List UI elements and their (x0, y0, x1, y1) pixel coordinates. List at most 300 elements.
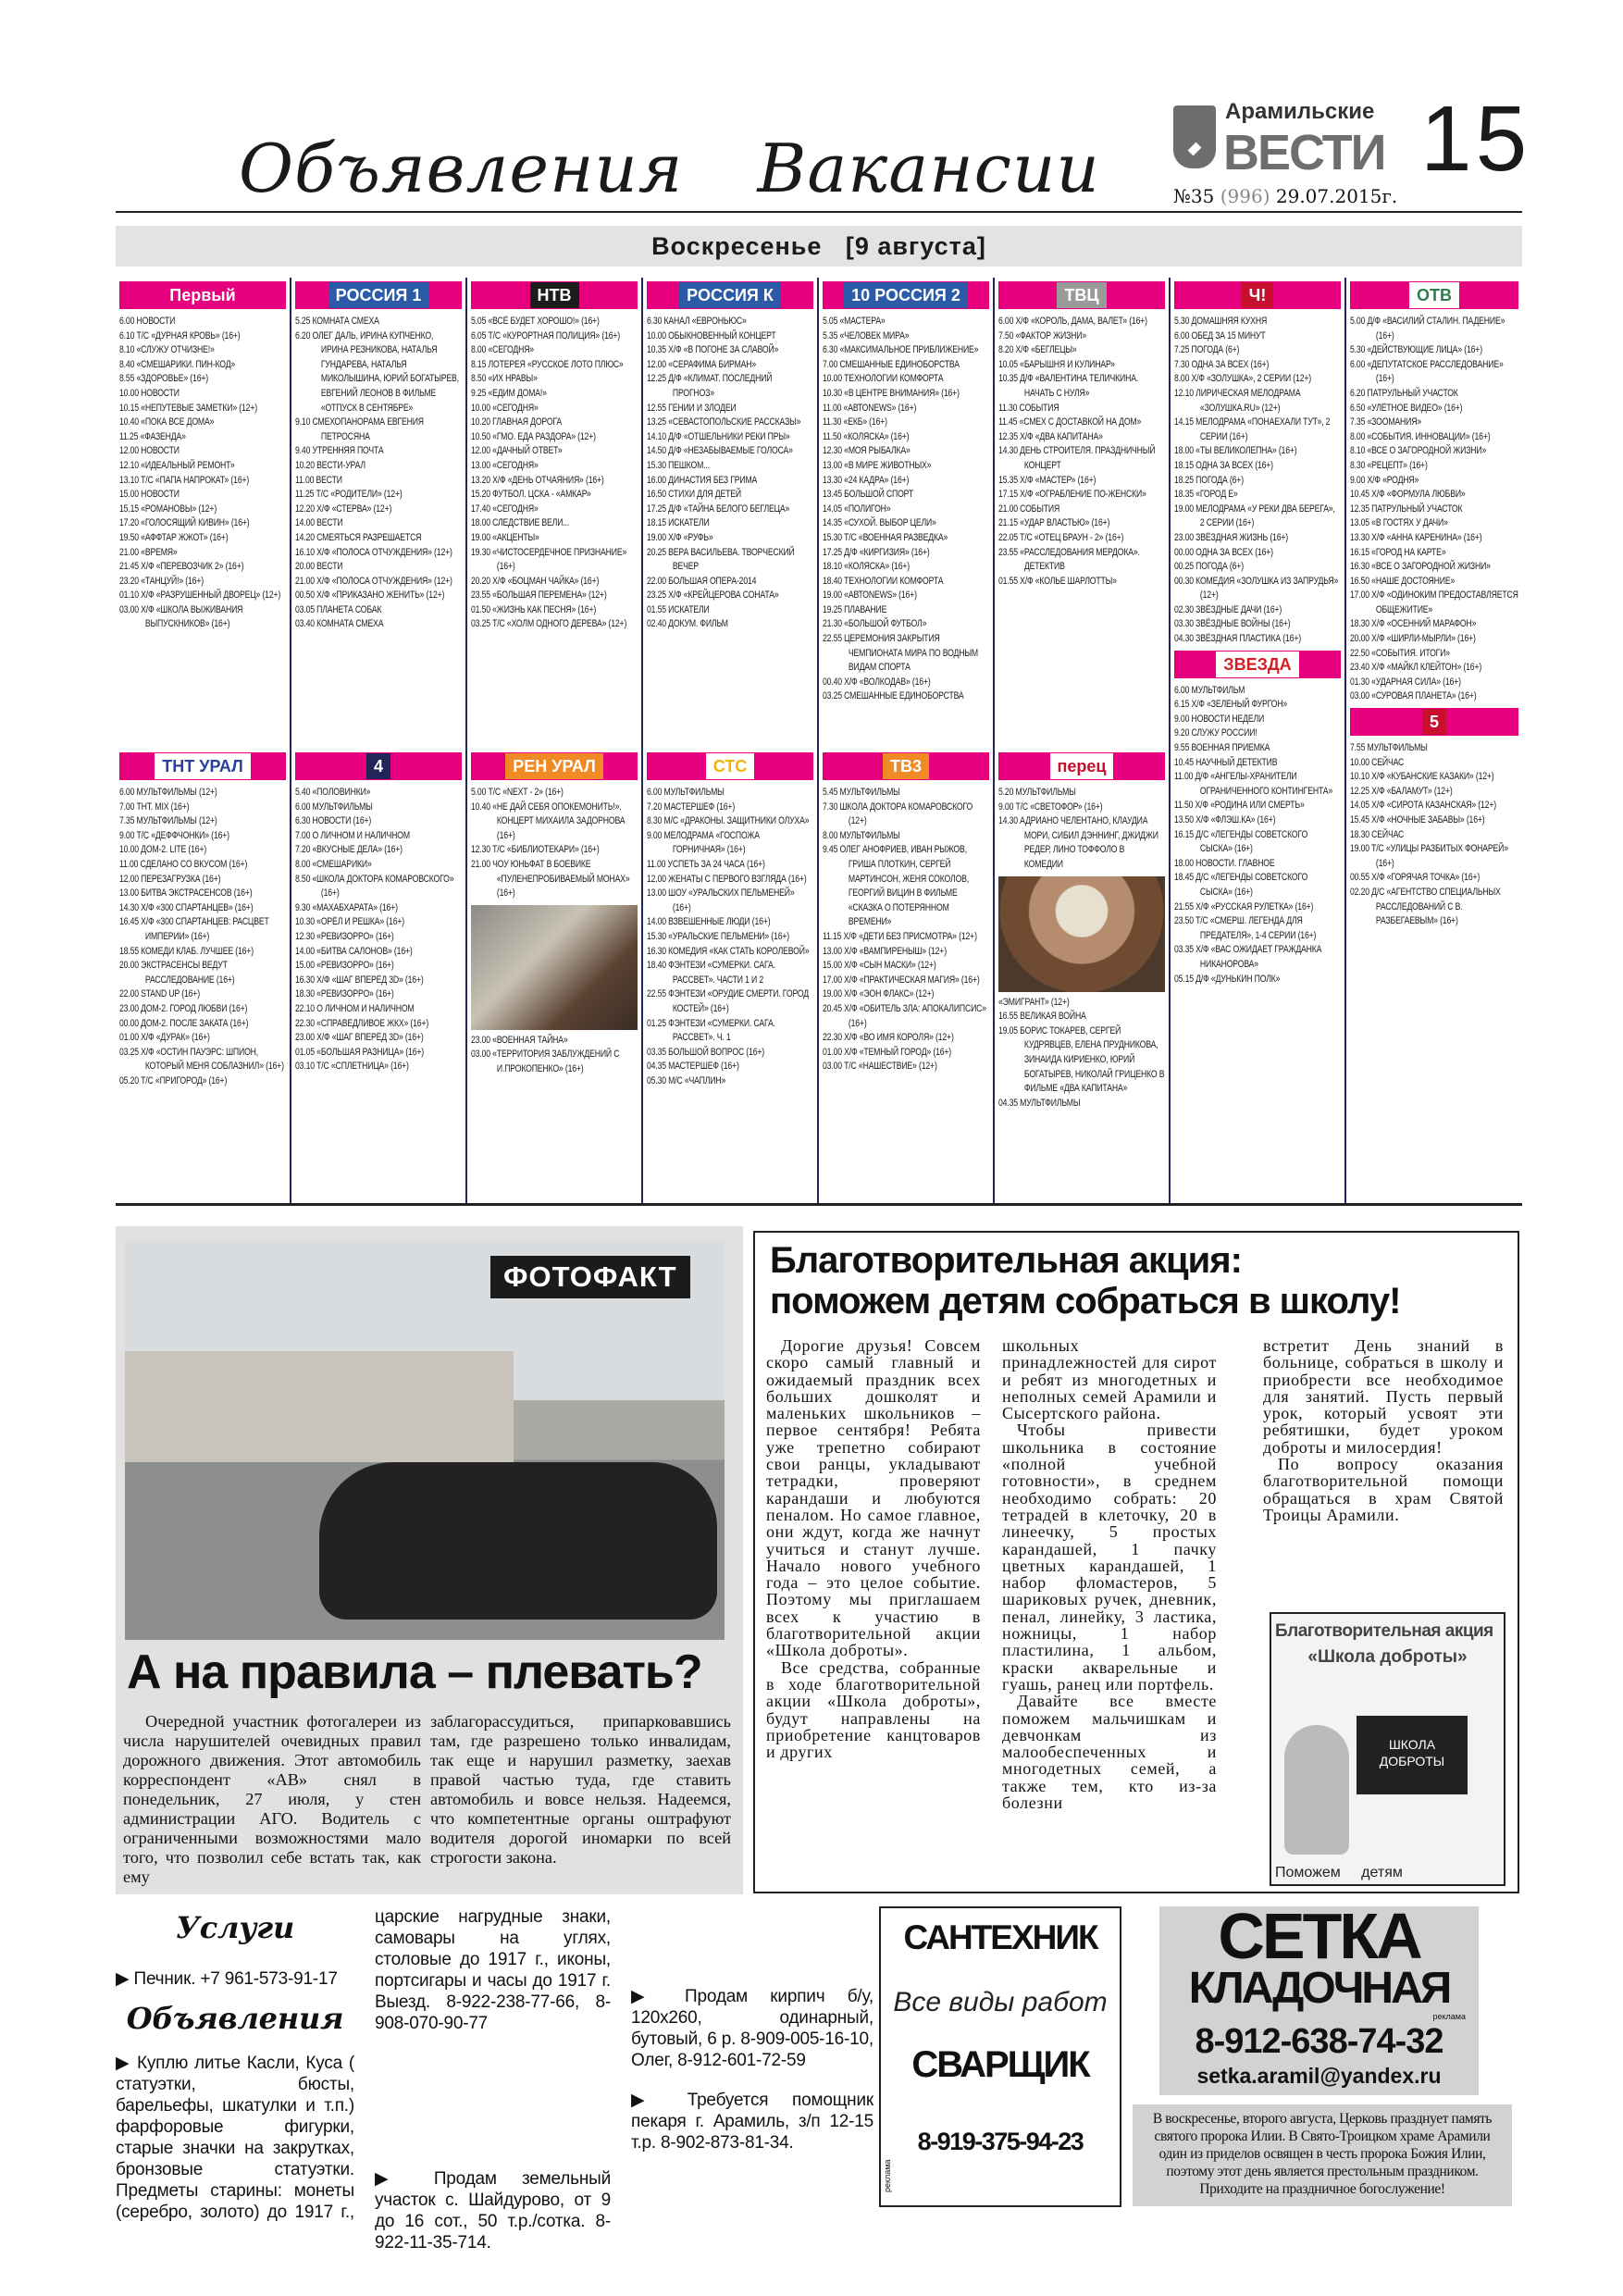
program-item: 18.15 ИСКАТЕЛИ (647, 517, 710, 529)
charity-col2 (1002, 1337, 1217, 1811)
program-item: 6.00 МУЛЬТФИЛЬМЫ (12+) (119, 787, 217, 798)
tv-column (1346, 278, 1522, 1203)
channel-logo: Ч! (1242, 282, 1274, 308)
program-item: 16.45 Х/Ф «300 СПАРТАНЦЕВ: РАСЦВЕТ ИМПЕРИИ» (16+) (119, 916, 269, 942)
channel-block (647, 752, 813, 1088)
program-item: 9.30 «МАХАБХАРАТА» (16+) (295, 901, 398, 913)
program-item: 19.05 БОРИС ТОКАРЕВ, СЕРГЕЙ КУДРЯВЦЕВ, ЕЛЕНА ПРУДНИКОВА, ЗИНАИДА КИРИЕНКО, ЮРИЙ БОГАТЫРЕВ, НИКОЛАЙ ГРИЦЕНКО В ФИЛЬМЕ «ДВА КАПИТАНА» (998, 1024, 1165, 1095)
channel-block (295, 752, 462, 1074)
program-item: 12.00 «СЕРАФИМА БИРМАН» (647, 358, 757, 370)
ad-plumber (879, 1906, 1121, 2207)
program-item: 13.00 БИТВА ЭКСТРАСЕНСОВ (16+) (119, 887, 253, 900)
program-item: 12.20 Х/Ф «СТЕРВА» (12+) (295, 503, 392, 515)
channel-logo: РЕН УРАЛ (505, 753, 602, 779)
program-item: 20.45 Х/Ф «ОБИТЕЛЬ ЗЛА: АПОКАЛИПСИС» (16+) (823, 1002, 986, 1029)
program-item: 04.35 МУЛЬТФИЛЬМЫ (998, 1097, 1081, 1109)
channel-header (295, 752, 462, 780)
channel-header (823, 281, 989, 309)
program-item: 10.00 «СЕГОДНЯ» (471, 402, 539, 414)
program-item: 9.00 НОВОСТИ НЕДЕЛИ (1174, 713, 1265, 725)
classifieds-col1 (116, 1906, 354, 2241)
program-item: 21.00 ЧОУ ЮНЬФАТ В БОЕВИКЕ «ПУЛЕНЕПРОБИВАЕМЫЙ МОНАХ» (16+) (471, 858, 630, 900)
program-item: 6.00 МУЛЬТФИЛЬМЫ (647, 787, 725, 798)
program-item: 16.30 КОМЕДИЯ «КАК СТАТЬ КОРОЛЕВОЙ» (647, 945, 810, 957)
program-item: 20.00 ВЕСТИ (295, 561, 343, 573)
program-item: 19.00 Х/Ф «ЭОН ФЛАКС» (12+) (823, 988, 935, 1000)
program-item: 10.35 Х/Ф «В ПОГОНЕ ЗА СЛАВОЙ» (647, 344, 779, 356)
program-item: 8.20 Х/Ф «БЕГЛЕЦЫ» (998, 344, 1077, 356)
program-item: 12.30 Т/С «БИБЛИОТЕКАРИ» (16+) (471, 844, 600, 856)
program-item: 01.55 ИСКАТЕЛИ (647, 603, 710, 615)
program-item: 14.50 Д/Ф «НЕЗАБЫВАЕМЫЕ ГОЛОСА» (647, 445, 793, 457)
tv-column (995, 278, 1171, 1203)
program-item: 10.30 «В ЦЕНТРЕ ВНИМАНИЯ» (16+) (823, 387, 960, 399)
image-subtitle: «Школа доброты» (1307, 1647, 1468, 1667)
program-item: 8.00 «СЕГОДНЯ» (471, 344, 534, 356)
day-heading: Воскресенье [9 августа] (116, 226, 1522, 267)
program-item: 20.25 ВЕРА ВАСИЛЬЕВА. ТВОРЧЕСКИЙ ВЕЧЕР (647, 546, 795, 573)
program-item: 14.35 «СУХОЙ. ВЫБОР ЦЕЛИ» (823, 517, 936, 529)
program-item: 13.45 БОЛЬШОЙ СПОРТ (823, 489, 914, 501)
program-item: 16.10 Х/Ф «ПОЛОСА ОТЧУЖДЕНИЯ» (12+) (295, 546, 452, 558)
program-item: 15.00 НОВОСТИ (119, 489, 180, 501)
program-item: 11.00 Д/Ф «АНГЕЛЫ-ХРАНИТЕЛИ ОГРАНИЧЕННОГО КОНТИНГЕНТА» (1174, 771, 1333, 797)
program-item: 10.00 НОВОСТИ (119, 387, 180, 399)
program-item: 11.00 «АВТОNEWS» (16+) (823, 402, 917, 414)
program-item: «ЭМИГРАНТ» (12+) (998, 996, 1070, 1008)
channel-logo: ТНТ УРАЛ (155, 753, 250, 779)
program-item: 6.20 ОЛЕГ ДАЛЬ, ИРИНА КУПЧЕНКО, ИРИНА РЕЗНИКОВА, НАТАЛЬЯ ГУНДАРЕВА, НАТАЛЬЯ МИКОЛЫШИНА, ЮРИЙ БОГАТЫРЕВ, ЕВГЕНИЙ ЛЕОНОВ В ФИЛЬМЕ «ОТПУСК В СЕНТЯБРЕ» (295, 329, 459, 414)
image-title: Благотворительная акция (1275, 1621, 1493, 1641)
program-item: 19.30 «ЧИСТОСЕРДЕЧНОЕ ПРИЗНАНИЕ» (16+) (471, 546, 627, 573)
program-item: 01.10 Х/Ф «РАЗРУШЕННЫЙ ДВОРЕЦ» (12+) (119, 590, 281, 602)
program-item: 7.35 МУЛЬТФИЛЬМЫ (12+) (119, 815, 217, 827)
program-item: 17.40 «СЕГОДНЯ» (471, 503, 539, 515)
channel-header (1174, 281, 1341, 309)
program-item: 10.00 ТЕХНОЛОГИИ КОМФОРТА (823, 373, 944, 385)
program-item: 04.30 ЗВЁЗДНАЯ ПЛАСТИКА (16+) (1174, 633, 1301, 645)
program-item: 19.25 ПЛАВАНИЕ (823, 603, 887, 615)
program-item: 8.00 МУЛЬТФИЛЬМЫ (823, 829, 900, 841)
program-item: 14.05 Х/Ф «СИРОТА КАЗАНСКАЯ» (12+) (1350, 800, 1496, 812)
program-item: 13.30 Х/Ф «АННА КАРЕНИНА» (16+) (1350, 531, 1482, 543)
program-item: 05.20 Т/С «ПРИГОРОД» (16+) (119, 1074, 228, 1086)
issue-date: 29.07.2015г. (1275, 185, 1398, 207)
program-item: 8.30 «РЕЦЕПТ» (16+) (1350, 459, 1428, 471)
program-item: 15.00 Х/Ф «СЫН МАСКИ» (12+) (823, 960, 936, 972)
channel-header (1174, 651, 1341, 678)
program-item: 13.25 «СЕВАСТОПОЛЬСКИЕ РАССКАЗЫ» (647, 416, 801, 428)
channel-logo: ТВЦ (1057, 282, 1106, 308)
program-item: 8.40 «СМЕШАРИКИ. ПИН-КОД» (119, 358, 236, 370)
program-item: 03.25 Х/Ф «ОСТИН ПАУЭРС: ШПИОН, КОТОРЫЙ МЕНЯ СОБЛАЗНИЛ» (16+) (119, 1046, 284, 1073)
program-item: 03.00 «СУРОВАЯ ПЛАНЕТА» (16+) (1350, 690, 1477, 702)
section-title-right: Вакансии (757, 130, 1100, 207)
program-item: 23.55 «РАССЛЕДОВАНИЯ МЕРДОКА». ДЕТЕКТИВ (998, 546, 1140, 573)
program-item: 12.25 Д/Ф «КЛИМАТ. ПОСЛЕДНИЙ ПРОГНОЗ» (647, 373, 773, 399)
program-item: 15.30 ПЕШКОМ... (647, 459, 710, 471)
ads-heading: Объявления (126, 2001, 344, 2036)
program-item: 11.00 ВЕСТИ (295, 474, 342, 486)
program-item: 6.30 «МАКСИМАЛЬНОЕ ПРИБЛИЖЕНИЕ» (823, 344, 979, 356)
program-item: 22.30 «СПРАВЕДЛИВОЕ ЖКХ» (16+) (295, 1017, 429, 1029)
program-item: 6.00 Х/Ф «КОРОЛЬ, ДАМА, ВАЛЕТ» (16+) (998, 316, 1147, 327)
program-item: 13.00 «СЕГОДНЯ» (471, 459, 539, 471)
channel-header (119, 281, 286, 309)
program-item: 19.00 Х/Ф «РУФЬ» (647, 531, 713, 543)
channel-block (998, 752, 1165, 1111)
program-item: 18.00 СЛЕДСТВИЕ ВЕЛИ... (471, 517, 570, 529)
program-item: 12.35 Х/Ф «ДВА КАПИТАНА» (998, 430, 1103, 442)
program-item: 05.15 Д/Ф «ДУНЬКИН ПОЛК» (1174, 973, 1281, 985)
tv-column (643, 278, 819, 1203)
program-item: 13.20 Х/Ф «ДЕНЬ ОТЧАЯНИЯ» (16+) (471, 474, 604, 486)
program-item: 9.20 СЛУЖУ РОССИИ! (1174, 727, 1258, 739)
charity-image (1270, 1612, 1505, 1886)
channel-logo: 5 (1422, 709, 1446, 735)
program-item: 03.00 «ТЕРРИТОРИЯ ЗАБЛУЖДЕНИЙ С И.ПРОКОПЕНКО» (16+) (471, 1049, 620, 1074)
program-item: 18.40 ТЕХНОЛОГИИ КОМФОРТА (823, 575, 944, 587)
program-item: 10.50 «ГМО. ЕДА РАЗДОРА» (12+) (471, 430, 596, 442)
program-item: 12.25 Х/Ф «БАЛАМУТ» (12+) (1350, 785, 1453, 797)
program-item: 10.05 «БАРЫШНЯ И КУЛИНАР» (998, 358, 1115, 370)
program-item: 19.00 «АВТОNEWS» (16+) (823, 590, 917, 602)
program-item: 11.15 Х/Ф «ДЕТИ БЕЗ ПРИСМОТРА» (12+) (823, 930, 977, 942)
program-item: 23.00 ДОМ-2. ГОРОД ЛЮБВИ (16+) (119, 1002, 248, 1014)
page-number: 15 (1420, 87, 1531, 191)
program-item: 23.55 «БОЛЬШАЯ ПЕРЕМЕНА» (12+) (471, 590, 607, 602)
program-item: 14.00 «БИТВА САЛОНОВ» (16+) (295, 945, 413, 957)
program-item: 14.30 Х/Ф «300 СПАРТАНЦЕВ» (16+) (119, 901, 254, 913)
paragraph: Все средства, собранные в ходе благотворительной акции «Школа доброты», будут направлены на приобретение канцтоваров и других (766, 1657, 981, 1762)
ad-tag: реклама (1432, 2012, 1466, 2021)
program-item: 9.00 Т/С «СВЕТОФОР» (16+) (998, 800, 1103, 813)
program-item: 5.00 Т/С «NEXT - 2» (16+) (471, 787, 564, 798)
program-item: 10.45 НАУЧНЫЙ ДЕТЕКТИВ (1174, 756, 1278, 768)
ad-tag: реклама (883, 2159, 892, 2192)
program-item: 9.25 «ЕДИМ ДОМА!» (471, 387, 547, 399)
photofact-photo (125, 1240, 725, 1640)
program-item: 02.40 ДОКУМ. ФИЛЬМ (647, 618, 728, 630)
program-item: 17.25 Д/Ф «ТАЙНА БЕЛОГО БЕГЛЕЦА» (647, 503, 790, 515)
ad-plumber-subtitle: Все виды работ (893, 1987, 1108, 2017)
charity-headline-line1: Благотворительная акция: (770, 1240, 1242, 1281)
channel-logo: РОССИЯ 1 (328, 282, 429, 308)
channel-header (1350, 708, 1518, 736)
program-item: 01.50 «ЖИЗНЬ КАК ПЕСНЯ» (16+) (471, 603, 597, 615)
program-item: 18.15 ОДНА ЗА ВСЕХ (16+) (1174, 459, 1273, 471)
program-item: 6.00 НОВОСТИ (119, 316, 176, 327)
program-item: 23.50 Т/С «СМЕРШ. ЛЕГЕНДА ДЛЯ ПРЕДАТЕЛЯ», 1-4 СЕРИИ (16+) (1174, 915, 1317, 941)
channel-logo: СТС (706, 753, 755, 779)
program-item: 12.00 ЖЕНАТЫ С ПЕРВОГО ВЗГЛЯДА (16+) (647, 873, 807, 885)
channel-block (1350, 281, 1518, 704)
paragraph: встретит День знаний в больнице, собраться в школу и приобрести все необходимое для занятий. Пусть первый урок, который усвоят эти ребятишки, будет уроком доброты и милосердия! (1263, 1336, 1504, 1457)
program-item: 19.50 «АФФТАР ЖЖОТ» (16+) (119, 531, 229, 543)
program-item: 23.00 Х/Ф «ШАГ ВПЕРЁД 3D» (16+) (295, 1032, 424, 1044)
program-item: 01.05 «БОЛЬШАЯ РАЗНИЦА» (16+) (295, 1046, 425, 1058)
program-item: 10.30 «ОРЁЛ И РЕШКА» (16+) (295, 916, 405, 928)
program-item: 22.05 Т/С «ОТЕЦ БРАУН - 2» (16+) (998, 531, 1124, 543)
program-item: 16.55 ВЕЛИКАЯ ВОЙНА (998, 1011, 1086, 1023)
program-item: 10.00 ОБЫКНОВЕННЫЙ КОНЦЕРТ (647, 329, 776, 341)
program-item: 00.40 Х/Ф «ВОЛКОДАВ» (16+) (823, 676, 931, 688)
program-item: 16.50 СТИХИ ДЛЯ ДЕТЕЙ (647, 489, 741, 501)
program-item: 21.00 СОБЫТИЯ (998, 503, 1060, 515)
channel-block (1174, 281, 1341, 647)
ad-mesh-subtitle: КЛАДОЧНАЯ (1188, 1964, 1450, 2013)
program-item: 13.00 Х/Ф «ВАМПИРЕНЫШ» (12+) (823, 945, 947, 957)
program-item: 10.10 Х/Ф «КУБАНСКИЕ КАЗАКИ» (12+) (1350, 771, 1494, 783)
program-item: 17.25 Д/Ф «КИРГИЗИЯ» (16+) (823, 546, 930, 558)
ad-mesh-title: СЕТКА (1218, 1900, 1420, 1972)
issue-number: №35 (1173, 185, 1215, 207)
program-item: 11.30 СОБЫТИЯ (998, 402, 1059, 414)
church-notice: В воскресенье, второго августа, Церковь празднует память святого пророка Илии. В Свято-Троицком храме Арамили один из приделов освящен в честь пророка Божия Илии, поэтому этот день является престольным праздником. Приходите на праздничное богослужение! (1133, 2104, 1512, 2206)
program-item: 20.20 Х/Ф «БОЦМАН ЧАЙКА» (16+) (471, 575, 600, 587)
program-item: 01.00 Х/Ф «ДУРАК» (16+) (119, 1032, 210, 1044)
program-item: 8.30 М/С «ДРАКОНЫ. ЗАЩИТНИКИ ОЛУХА» (647, 815, 810, 827)
classified-ad-continued: царские нагрудные знаки, самовары на углях, столовые до 1917 г., иконы, портсигары и часы до 1917 г. Выезд. 8-922-238-77-66, 8-908-070-90-77 (375, 1907, 611, 2033)
program-item: 03.05 ПЛАНЕТА СОБАК (295, 603, 382, 615)
program-item: 14.10 Д/Ф «ОТШЕЛЬНИКИ РЕКИ ПРЫ» (647, 430, 790, 442)
program-item: 8.10 «СЛУЖУ ОТЧИЗНЕ!» (119, 344, 215, 356)
program-item: 21.00 Х/Ф «ПОЛОСА ОТЧУЖДЕНИЯ» (12+) (295, 575, 452, 587)
program-item: 15.35 Х/Ф «МАСТЕР» (16+) (998, 474, 1096, 486)
program-item: 6.15 Х/Ф «ЗЕЛЕНЫЙ ФУРГОН» (1174, 699, 1288, 711)
program-item: 11.25 Т/С «РОДИТЕЛИ» (12+) (295, 489, 403, 501)
channel-block (119, 752, 286, 1088)
classified-ad: ▶ Печник. +7 961-573-91-17 (116, 1969, 338, 1989)
program-item: 13.00 «В МИРЕ ЖИВОТНЫХ» (823, 459, 932, 471)
classified-ad: ▶ Продам кирпич б/у, 120х260, одинарный, бутовый, 6 р. 8-909-005-16-10, Олег, 8-912-601-72-59 (631, 1987, 873, 2070)
program-photo (998, 876, 1165, 992)
program-item: 14.00 ВЕСТИ (295, 517, 343, 529)
program-item: 23.00 «ВОЕННАЯ ТАЙНА» (471, 1034, 568, 1046)
program-item: 13.30 «24 КАДРА» (16+) (823, 474, 910, 486)
classified-ad: ▶ Куплю литье Касли, Куса ( статуэтки, бюсты, барельефы, шкатулки и т.п.) фарфоровые фигурки, старые значки на закрутках, бронзовые статуэтки. Предметы старины: монеты (серебро, золото) до 1917 г., (116, 2054, 354, 2222)
program-item: 7.00 О ЛИЧНОМ И НАЛИЧНОМ (295, 829, 410, 841)
channel-header (647, 281, 813, 309)
program-item: 10.20 ВЕСТИ-УРАЛ (295, 459, 365, 471)
program-item: 14.20 СМЕЯТЬСЯ РАЗРЕШАЕТСЯ (295, 531, 422, 543)
program-item: 7.50 «ФАКТОР ЖИЗНИ» (998, 329, 1087, 341)
tv-column (467, 278, 643, 1203)
classifieds-col3 (631, 1906, 873, 2172)
program-item: 11.30 «ЕКБ» (16+) (823, 416, 887, 428)
program-item: 9.00 Х/Ф «РОДНЯ» (1350, 474, 1419, 486)
program-item: 01.55 Х/Ф «КОЛЬЕ ШАРЛОТТЫ» (998, 575, 1117, 587)
program-item: 16.30 Х/Ф «ШАГ ВПЕРЁД 3D» (16+) (295, 974, 424, 986)
program-item: 14.30 АДРИАНО ЧЕЛЕНТАНО, КЛАУДИА МОРИ, СИБИЛ ДЭННИНГ, ДЖИДЖИ РЕДЕР, ЛИНО ТОФФОЛО В КОМЕДИИ (998, 815, 1158, 870)
program-item: 10.15 «НЕПУТЕВЫЕ ЗАМЕТКИ» (12+) (119, 402, 257, 414)
program-item: 00.00 ДОМ-2. ПОСЛЕ ЗАКАТА (16+) (119, 1017, 249, 1029)
program-item: 23.00 ЗВЁЗДНАЯ ЖИЗНЬ (16+) (1174, 531, 1289, 543)
program-item: 03.00 Х/Ф «ШКОЛА ВЫЖИВАНИЯ ВЫПУСКНИКОВ» (16+) (119, 603, 243, 630)
program-item: 04.35 МАСТЕРШЕФ (16+) (647, 1061, 739, 1073)
program-item: 7.00 СМЕШАННЫЕ ЕДИНОБОРСТВА (823, 358, 960, 370)
program-item: 22.55 ФЭНТЕЗИ «ОРУДИЕ СМЕРТИ. ГОРОД КОСТЕЙ» (16+) (647, 988, 810, 1014)
program-item: 22.50 «СОБЫТИЯ. ИТОГИ» (1350, 647, 1450, 659)
channel-header (998, 281, 1165, 309)
chalkboard-text: ШКОЛА ДОБРОТЫ (1357, 1716, 1468, 1794)
program-item: 15.45 Х/Ф «НОЧНЫЕ ЗАБАВЫ» (16+) (1350, 814, 1485, 825)
program-item: 7.00 ТНТ. MIX (16+) (119, 800, 190, 813)
program-item: 21.15 «УДАР ВЛАСТЬЮ» (16+) (998, 517, 1110, 529)
photofact-text-col1: Очередной участник фотогалереи из числа нарушителей очевидных правил дорожного движения. Этот автомобиль корреспондент «АВ» снял в понедельник, 27 июля, у стен администрации АГО. Водитель с ограниченными возможностями мало того, что позволил себе встать так, как ему (123, 1712, 421, 1886)
program-item: 6.10 Т/С «ДУРНАЯ КРОВЬ» (16+) (119, 329, 241, 341)
section-title (239, 131, 1174, 205)
program-item: 18.30 СЕЙЧАС (1350, 828, 1405, 840)
program-item: 6.00 ОБЕД ЗА 15 МИНУТ (1174, 329, 1266, 341)
program-item: 5.30 «ДЕЙСТВУЮЩИЕ ЛИЦА» (16+) (1350, 344, 1482, 356)
channel-logo: перец (1050, 753, 1114, 779)
program-item: 22.00 STAND UP (16+) (119, 988, 200, 1000)
channel-header (295, 281, 462, 309)
program-item: 11.50 «КОЛЯСКА» (16+) (823, 430, 910, 442)
photofact-text-col2: заблагорассудиться, припарковавшись там, где разрешено только инвалидам, так еще и нарушил разметку, заехав правой частью туда, где ставить автомобиль и вовсе нельзя. Надеемся, что компетентные органы оштрафуют водителя дорогой иномарки по всей строгости закона. (430, 1712, 731, 1867)
logo-top-text: Арамильские (1225, 99, 1375, 124)
program-item: 18.30 «РЕВИЗОРРО» (16+) (295, 988, 394, 1000)
program-item: 03.25 Т/С «ХОЛМ ОДНОГО ДЕРЕВА» (12+) (471, 618, 627, 630)
program-item: 23.25 Х/Ф «КРЕЙЦЕРОВА СОНАТА» (647, 590, 779, 602)
program-item: 21.00 «ВРЕМЯ» (119, 546, 178, 558)
program-item: 7.20 МАСТЕРШЕФ (16+) (647, 800, 736, 813)
program-item: 12.00 «ДАЧНЫЙ ОТВЕТ» (471, 445, 563, 457)
tv-divider (116, 1203, 1522, 1206)
program-item: 9.55 ВОЕННАЯ ПРИЕМКА (1174, 742, 1270, 754)
program-item: 15.30 «УРАЛЬСКИЕ ПЕЛЬМЕНИ» (16+) (647, 930, 790, 942)
program-item: 5.20 МУЛЬТФИЛЬМЫ (998, 787, 1076, 798)
channel-header (471, 752, 638, 780)
program-item: 10.45 Х/Ф «ФОРМУЛА ЛЮБВИ» (1350, 489, 1466, 501)
program-item: 15.00 «РЕВИЗОРРО» (16+) (295, 960, 394, 972)
program-item: 7.35 «ЗООМАНИЯ» (1350, 416, 1422, 428)
program-item: 5.25 КОМНАТА СМЕХА (295, 316, 379, 327)
channel-header (647, 752, 813, 780)
program-item: 6.30 НОВОСТИ (16+) (295, 815, 372, 827)
channel-logo: 10 РОССИЯ 2 (844, 282, 968, 308)
program-item: 6.20 ПАТРУЛЬНЫЙ УЧАСТОК (1350, 387, 1458, 399)
program-item: 00.25 ПОГОДА (6+) (1174, 561, 1244, 573)
channel-header (1350, 281, 1518, 309)
paragraph: Чтобы привести школьника в состояние «полной учебной готовности», в среднем необходимо собрать: 20 тетрадей в клеточку, 20 в линеечку, 5 простых карандашей, 1 пачку цветных карандашей, 1 набор фломастеров, 5 шариковых ручек, дневник, пенал, линейку, 3 ластика, ножницы, 1 набор пластилина, 1 альбом, краски акварельные и гуашь, ранец или портфель. (1002, 1421, 1217, 1694)
channel-block (1350, 708, 1518, 929)
channel-header (119, 752, 286, 780)
program-item: 6.00 МУЛЬТФИЛЬМ (1174, 684, 1245, 696)
image-caption: Поможем детям (1275, 1865, 1403, 1880)
program-item: 9.00 Т/С «ДЕФФЧОНКИ» (16+) (119, 829, 229, 841)
ad-mesh (1159, 1900, 1479, 2095)
program-item: 14.00 ВЗВЕШЕННЫЕ ЛЮДИ (16+) (647, 916, 771, 928)
program-item: 12.10 «ИДЕАЛЬНЫЙ РЕМОНТ» (119, 459, 235, 471)
program-item: 11.50 Х/Ф «РОДИНА ИЛИ СМЕРТЬ» (1174, 800, 1305, 812)
program-item: 03.10 Т/С «СПЛЕТНИЦА» (16+) (295, 1061, 409, 1073)
program-item: 9.00 МЕЛОДРАМА «ГОСПОЖА ГОРНИЧНАЯ» (16+) (647, 829, 760, 856)
program-item: 7.30 ШКОЛА ДОКТОРА КОМАРОВСКОГО (12+) (823, 800, 973, 827)
program-item: 8.00 Х/Ф «ЗОЛУШКА», 2 СЕРИИ (12+) (1174, 373, 1311, 385)
program-item: 13.05 «В ГОСТЯХ У ДАЧИ» (1350, 517, 1448, 529)
program-item: 5.45 МУЛЬТФИЛЬМЫ (823, 787, 900, 798)
program-item: 02.30 ЗВЁЗДНЫЕ ДАЧИ (16+) (1174, 603, 1282, 615)
ad-mesh-email: setka.aramil@yandex.ru (1196, 2064, 1442, 2088)
program-item: 00.30 КОМЕДИЯ «ЗОЛУШКА ИЗ ЗАПРУДЬЯ» (12+) (1174, 575, 1339, 602)
program-item: 00.50 Х/Ф «ПРИКАЗАНО ЖЕНИТЬ» (12+) (295, 590, 445, 602)
photofact-headline: А на правила – плевать? (127, 1645, 702, 1699)
program-item: 8.15 ЛОТЕРЕЯ «РУССКОЕ ЛОТО ПЛЮС» (471, 358, 624, 370)
photofact-label: ФОТОФАКТ (490, 1256, 690, 1298)
program-item: 19.00 МЕЛОДРАМА «У РЕКИ ДВА БЕРЕГА», 2 СЕРИИ (16+) (1174, 503, 1335, 529)
program-item: 17.00 Х/Ф «ОДИНОКИМ ПРЕДОСТАВЛЯЕТСЯ ОБЩЕЖИТИЕ» (1350, 590, 1518, 615)
program-item: 15.20 ФУТБОЛ. ЦСКА - «АМКАР» (471, 489, 591, 501)
program-item: 7.25 ПОГОДА (6+) (1174, 344, 1240, 356)
program-item: 02.20 Д/С «АГЕНТСТВО СПЕЦИАЛЬНЫХ РАССЛЕДОВАНИЙ С В. РАЗБЕГАЕВЫМ» (16+) (1350, 886, 1501, 927)
ad-plumber-title: САНТЕХНИК (903, 1918, 1097, 1956)
program-photo (471, 905, 638, 1030)
program-item: 10.20 ГЛАВНАЯ ДОРОГА (471, 416, 563, 428)
program-item: 14.15 МЕЛОДРАМА «ПОНАЕХАЛИ ТУТ», 2 СЕРИИ (16+) (1174, 416, 1331, 442)
charity-col3 (1263, 1337, 1504, 1523)
charity-headline (770, 1240, 1400, 1322)
channel-block (823, 752, 989, 1074)
charity-headline-line2: поможем детям собраться в школу! (770, 1281, 1401, 1322)
program-item: 16.00 ДИНАСТИЯ БЕЗ ГРИМА (647, 474, 758, 486)
program-item: 8.55 «ЗДОРОВЬЕ» (16+) (119, 373, 209, 385)
program-item: 20.00 ЭКСТРАСЕНСЫ ВЕДУТ РАССЛЕДОВАНИЕ (16+) (119, 960, 235, 986)
tv-schedule (116, 278, 1522, 1203)
program-item: 5.00 Д/Ф «ВАСИЛИЙ СТАЛИН. ПАДЕНИЕ» (16+) (1350, 316, 1505, 341)
channel-block (1174, 651, 1341, 987)
program-item: 22.00 БОЛЬШАЯ ОПЕРА-2014 (647, 575, 757, 587)
program-item: 11.45 «СМЕХ С ДОСТАВКОЙ НА ДОМ» (998, 416, 1142, 428)
program-item: 8.50 «ИХ НРАВЫ» (471, 373, 538, 385)
channel-logo: ЗВЕЗДА (1216, 652, 1298, 677)
program-item: 18.45 Д/С «ЛЕГЕНДЫ СОВЕТСКОГО СЫСКА» (16+) (1174, 872, 1308, 898)
program-item: 17.00 Х/Ф «ПРАКТИЧЕСКАЯ МАГИЯ» (16+) (823, 974, 980, 986)
program-item: 22.55 ЦЕРЕМОНИЯ ЗАКРЫТИЯ ЧЕМПИОНАТА МИРА ПО ВОДНЫМ ВИДАМ СПОРТА (823, 633, 978, 674)
channel-logo: ТВ3 (883, 753, 929, 779)
ad-plumber-phone: 8-919-375-94-23 (917, 2128, 1084, 2155)
program-item: 11.00 СДЕЛАНО СО ВКУСОМ (16+) (119, 858, 248, 870)
channel-header (823, 752, 989, 780)
program-item: 12.00 ПЕРЕЗАГРУЗКА (16+) (119, 873, 221, 885)
program-item: 16.15 Д/С «ЛЕГЕНДЫ СОВЕТСКОГО СЫСКА» (16+) (1174, 828, 1308, 855)
program-item: 5.30 ДОМАШНЯЯ КУХНЯ (1174, 316, 1268, 327)
program-item: 01.30 «УДАРНАЯ СИЛА» (16+) (1350, 676, 1461, 688)
program-item: 13.50 Х/Ф «ФЛЭШ.КА» (16+) (1174, 814, 1276, 825)
program-item: 15.15 «РОМАНОВЫ» (12+) (119, 503, 217, 515)
channel-block (823, 281, 989, 749)
program-item: 12.55 ГЕНИИ И ЗЛОДЕИ (647, 402, 737, 414)
program-item: 5.35 «ЧЕЛОВЕК МИРА» (823, 329, 910, 341)
newspaper-logo (1173, 100, 1409, 181)
program-item: 00.00 ОДНА ЗА ВСЕХ (16+) (1174, 546, 1273, 558)
program-item: 20.00 Х/Ф «ШИРЛИ-МЫРЛИ» (16+) (1350, 633, 1476, 645)
program-item: 8.00 «СОБЫТИЯ. ИННОВАЦИИ» (16+) (1350, 430, 1491, 442)
program-item: 03.30 ЗВЁЗДНЫЕ ВОЙНЫ (16+) (1174, 618, 1291, 630)
program-item: 9.10 СМЕХОПАНОРАМА ЕВГЕНИЯ ПЕТРОСЯНА (295, 416, 424, 442)
program-item: 10.00 СЕЙЧАС (1350, 756, 1405, 768)
program-item: 5.40 «ПОЛОВИНКИ» (295, 787, 371, 798)
program-item: 03.35 Х/Ф «ВАС ОЖИДАЕТ ГРАЖДАНКА НИКАНОРОВА» (1174, 944, 1322, 970)
program-item: 16.50 «НАШЕ ДОСТОЯНИЕ» (1350, 575, 1456, 587)
program-item: 12.35 ПАТРУЛЬНЫЙ УЧАСТОК (1350, 503, 1463, 515)
program-item: 10.40 «ПОКА ВСЕ ДОМА» (119, 416, 215, 428)
classifieds-col2 (375, 1906, 611, 2272)
channel-logo: РОССИЯ К (679, 282, 781, 308)
tv-column (291, 278, 467, 1203)
program-item: 12.10 ЛИРИЧЕСКАЯ МЕЛОДРАМА «ЗОЛУШКА.RU» (12+) (1174, 387, 1301, 414)
